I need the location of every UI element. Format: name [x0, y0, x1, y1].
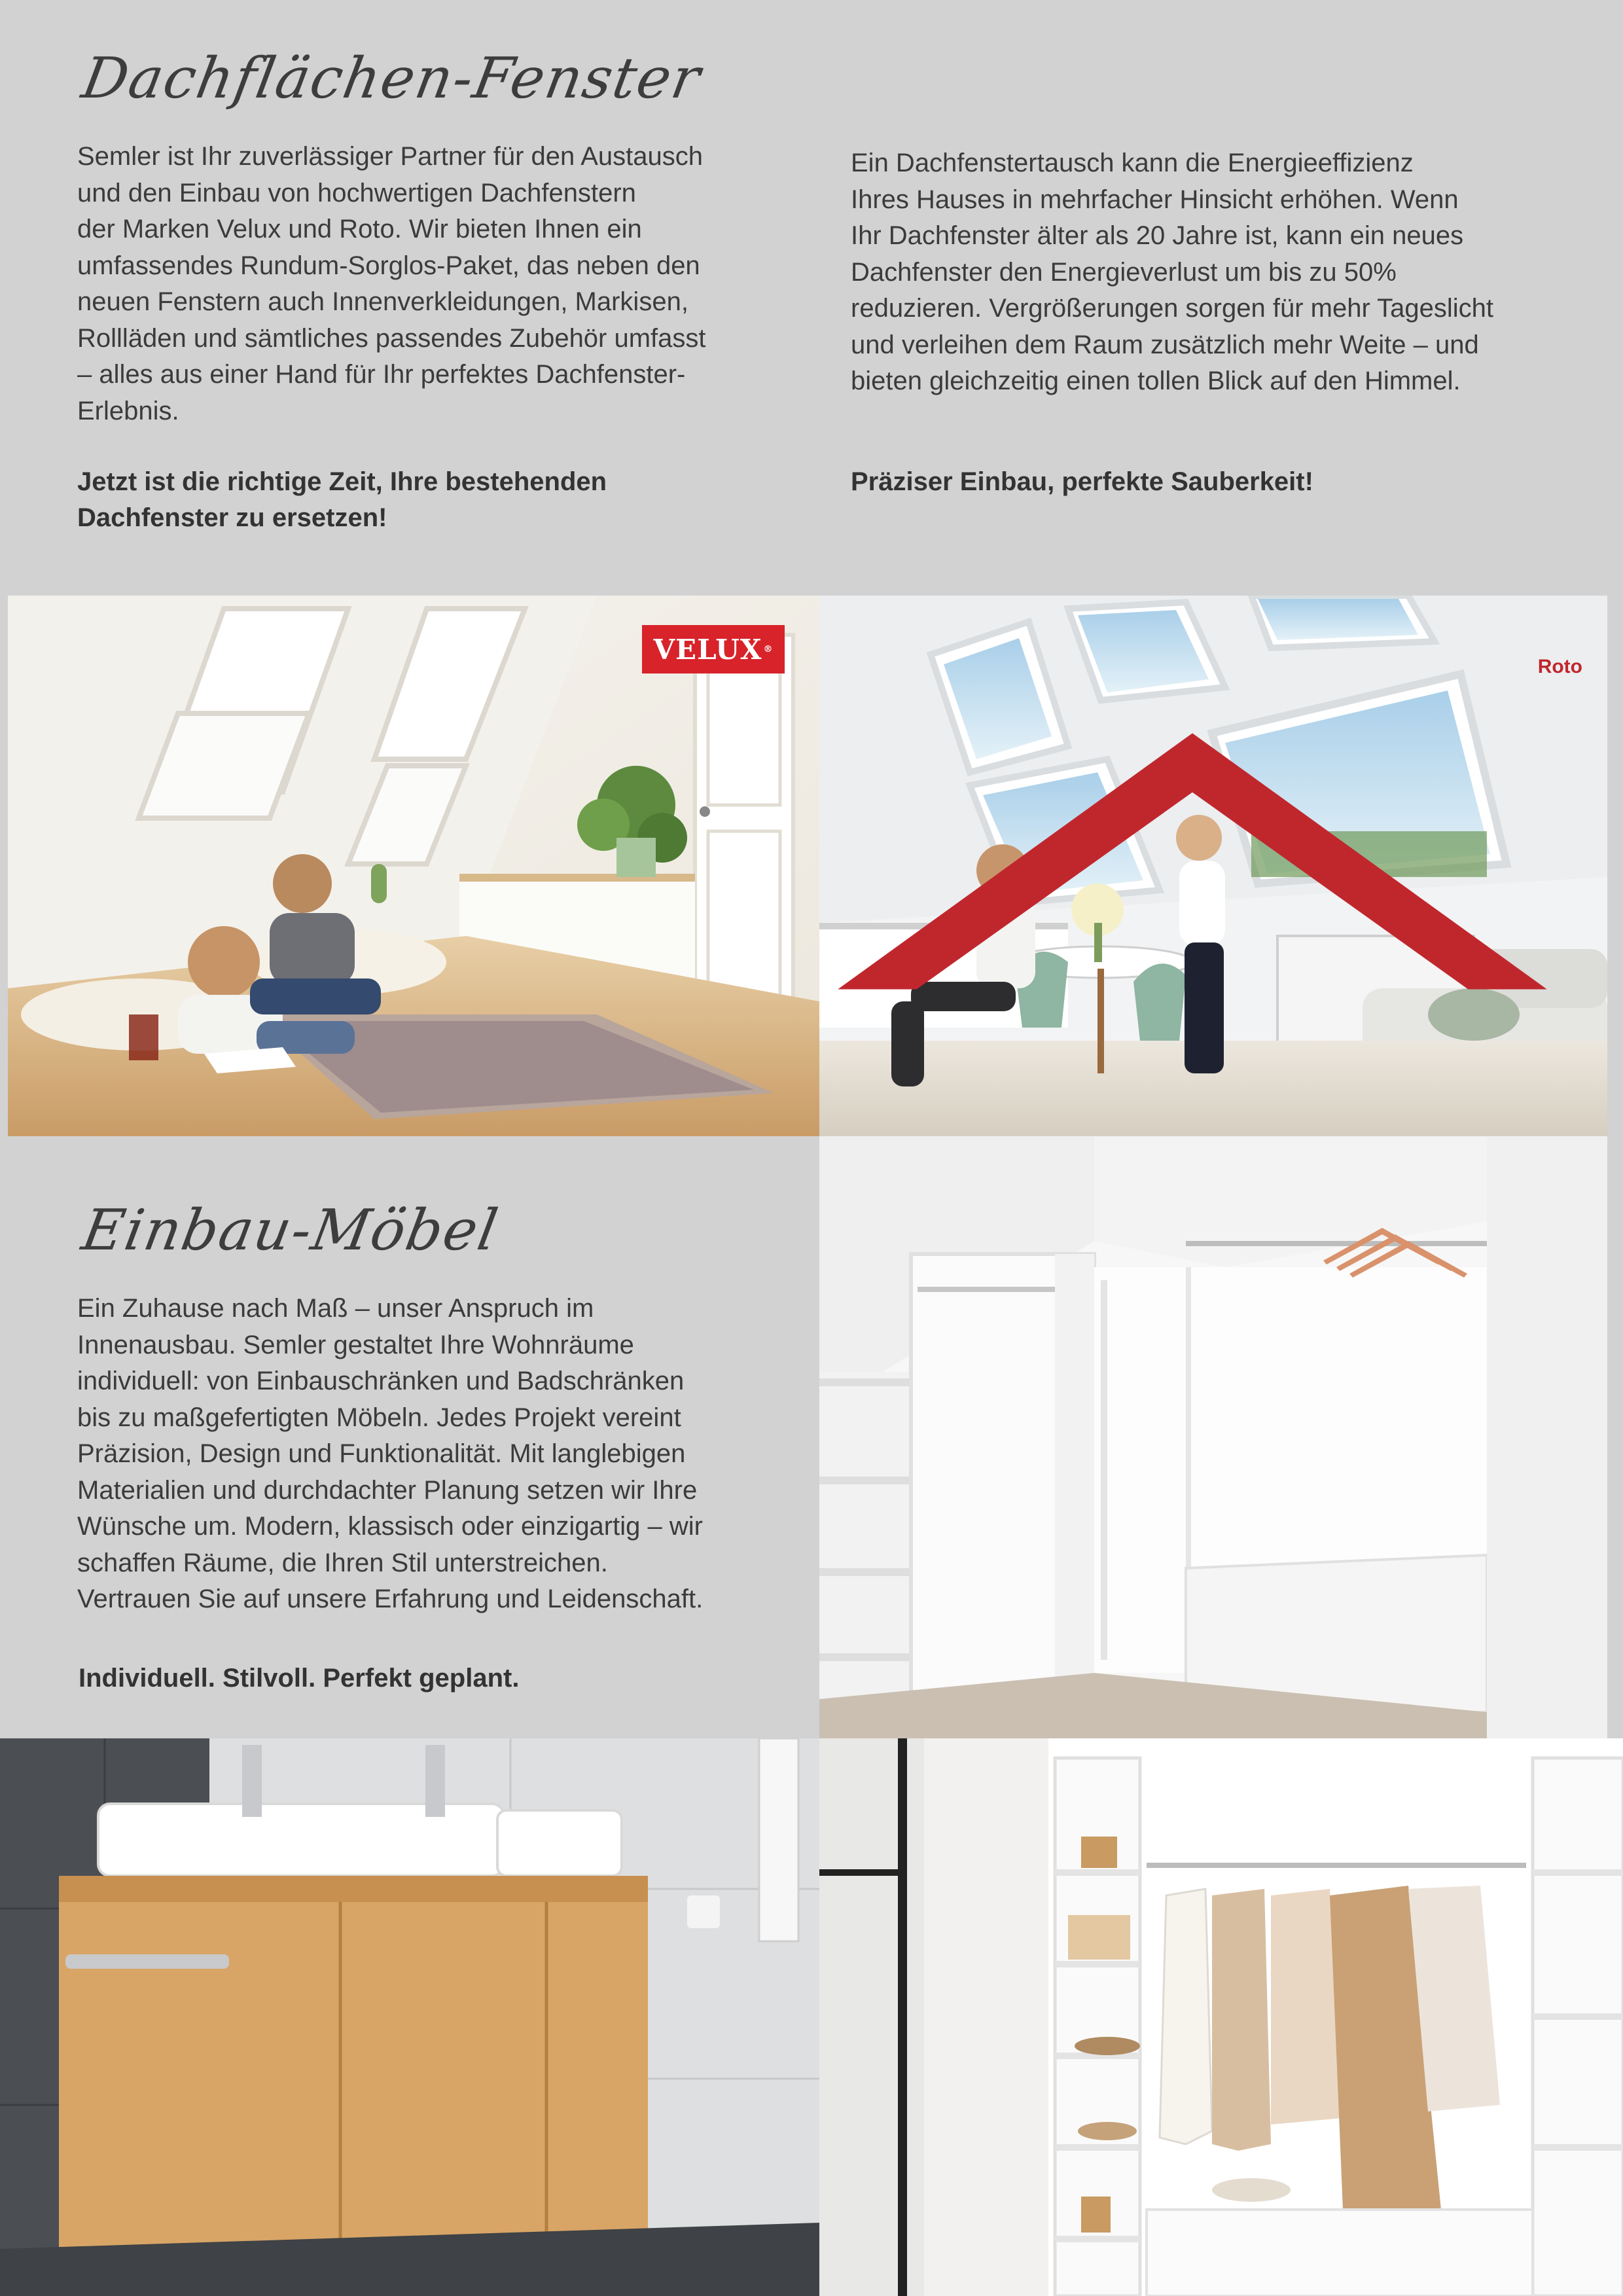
roto-roof-icon [819, 620, 1586, 1136]
bathroom-vanity-photo [0, 1738, 819, 2296]
section-title-built-in-furniture: Einbau-Möbel [77, 1198, 504, 1263]
velux-logo: VELUX ® [642, 625, 785, 673]
roof-windows-intro-text: Semler ist Ihr zuverlässiger Partner für den Austausch und den Einbau von hochwertigen Dachfenstern der Marken Velux und Roto. Wir bieten Ihnen ein umfassendes Rundum-Sorglos-Paket, das neben den neuen Fenstern auch Innenverkleidungen, Markisen, Rollläden und sämtliches passendes Zubehör umfasst – alles aus einer Hand für Ihr perfektes Dachfenster- Erlebnis. [77, 142, 706, 425]
installation-callout: Präziser Einbau, perfekte Sauberkeit! [851, 467, 1313, 496]
roof-windows-callout: Jetzt ist die richtige Zeit, Ihre bestehenden Dachfenster zu ersetzen! [77, 467, 607, 532]
velux-attic-photo [8, 596, 819, 1136]
roto-kitchen-photo [819, 596, 1607, 1136]
open-closet-photo [819, 1738, 1623, 2296]
roto-logo: Roto [1537, 656, 1582, 677]
built-in-furniture-callout: Individuell. Stilvoll. Perfekt geplant. [79, 1664, 520, 1693]
section-title-roof-windows: Dachflächen-Fenster [77, 46, 706, 111]
walk-in-wardrobe-photo [819, 1136, 1607, 1738]
built-in-furniture-text: Ein Zuhause nach Maß – unser Anspruch im Innenausbau. Semler gestaltet Ihre Wohnräume individuell: von Einbauschränken und Badschränken bis zu maßgefertigten Möbeln. Jedes Projekt vereint Präzision, Design und Funktionalität. Mit langlebigen Materialien und durchdachter Planung setzen wir Ihre Wünsche um. Modern, klassisch oder einzigartig – wir schaffen Räume, die Ihren Stil unterstreichen. Vertrauen Sie auf unsere Erfahrung und Leidenschaft. [77, 1294, 704, 1613]
energy-efficiency-text: Ein Dachfenstertausch kann die Energieeffizienz Ihres Hauses in mehrfacher Hinsicht erhöhen. Wenn Ihr Dachfenster älter als 20 Jahre ist, kann ein neues Dachfenster den Energieverlust um bis zu 50% reduzieren. Vergrößerungen sorgen für mehr Tageslicht und verleihen dem Raum zusätzlich mehr Weite – und bieten gleichzeitig einen tollen Blick auf den Himmel. [851, 149, 1494, 395]
